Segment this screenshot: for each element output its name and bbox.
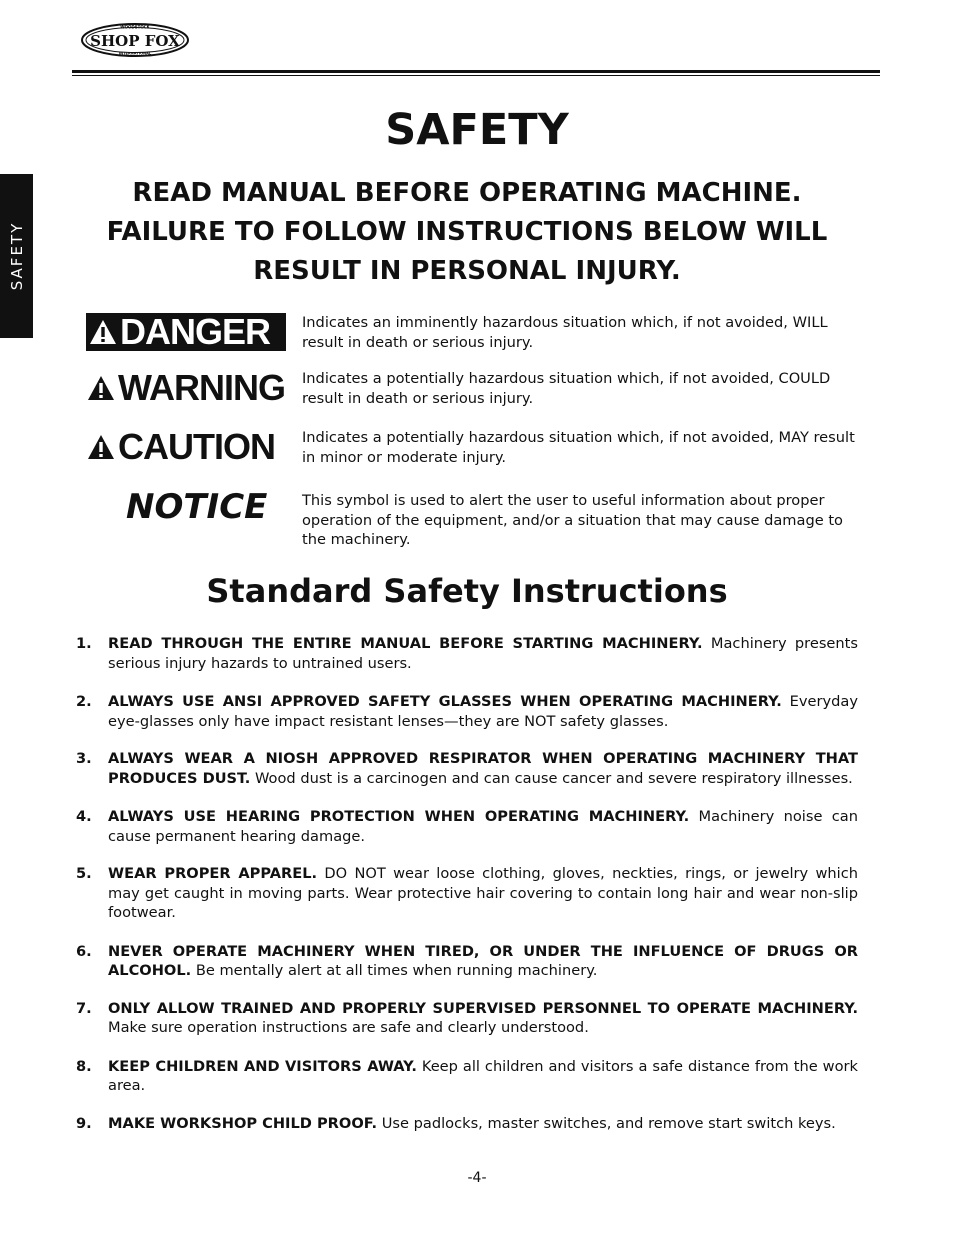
logo-oval-icon [80,22,190,58]
shop-fox-logo [80,22,190,58]
logo-arc-top: WOODSTOCK [120,24,150,30]
item-body: Keep all children and visitors a safe distance from the work area. [108,1057,858,1094]
list-item [76,1057,858,1096]
item-heading: ALWAYS WEAR A NIOSH APPROVED RESPIRATOR WHEN OPERATING MACHINERY THAT PRODUCES DUST. [108,750,858,787]
item-body: Machinery presents serious injury hazards to untrained users. [108,635,858,672]
list-item [76,692,858,731]
list-item [76,999,858,1038]
logo-text: SHOP FOX [90,32,180,50]
warning-label [86,369,288,407]
item-number: 3. [76,750,92,767]
list-item [76,807,858,846]
headline-line: READ MANUAL BEFORE OPERATING MACHINE. [132,178,802,208]
warning-description: Indicates a potentially hazardous situation which, if not avoided, COULD result in death or serious injury. [302,370,831,407]
item-number: 6. [76,942,92,960]
item-body: Make sure operation instructions are safe and clearly understood. [108,1019,589,1036]
page-number: -4- [467,1170,487,1186]
item-body: Use padlocks, master switches, and remove start switch keys. [377,1114,836,1132]
caution-word: CAUTION [118,426,275,467]
list-item [76,942,858,981]
header-divider-thin [72,75,880,76]
warning-triangle-icon [86,374,116,402]
item-body: Machinery noise can cause permanent hearing damage. [108,808,858,845]
warning-triangle-icon [86,433,116,461]
list-item [76,1114,858,1134]
headline-line: FAILURE TO FOLLOW INSTRUCTIONS BELOW WILL [106,217,828,247]
item-heading: KEEP CHILDREN AND VISITORS AWAY. [108,1057,417,1075]
side-tab-label: SAFETY [7,221,26,291]
danger-label [86,313,286,351]
headline-line: RESULT IN PERSONAL INJURY. [253,256,681,286]
logo-arc-bottom: INTERNATIONAL [118,51,152,56]
item-heading: NEVER OPERATE MACHINERY WHEN TIRED, OR UNDER THE INFLUENCE OF DRUGS OR ALCOHOL. [108,942,858,979]
item-number: 8. [76,1057,92,1075]
notice-description: This symbol is used to alert the user to useful information about proper operation of the equipment, and/or a situation that may cause damage to the machinery. [302,492,843,548]
caution-label [86,428,288,466]
item-number: 5. [76,865,92,882]
item-body: Everyday eye-glasses only have impact resistant lenses—they are NOT safety glasses. [108,693,858,730]
item-number: 1. [76,635,92,652]
page-title: SAFETY [385,105,569,155]
item-number: 7. [76,999,92,1017]
list-item [76,864,858,923]
item-heading: ALWAYS USE ANSI APPROVED SAFETY GLASSES WHEN OPERATING MACHINERY. [108,693,782,710]
item-number: 4. [76,808,92,825]
item-body: Wood dust is a carcinogen and can cause cancer and severe respiratory illnesses. [250,769,853,787]
item-body: DO NOT wear loose clothing, gloves, neckties, rings, or jewelry which may get caught in moving parts. Wear protective hair covering to contain long hair and wear non-slip footwear. [108,865,858,921]
section-side-tab [0,174,33,338]
item-heading: ONLY ALLOW TRAINED AND PROPERLY SUPERVISED PERSONNEL TO OPERATE MACHINERY. [108,999,858,1017]
header-divider [72,70,880,73]
list-item [76,634,858,673]
warning-word: WARNING [118,367,285,408]
danger-word: DANGER [120,311,271,352]
item-heading: WEAR PROPER APPAREL. [108,865,318,882]
safety-instruction-list [76,634,858,1133]
item-heading: ALWAYS USE HEARING PROTECTION WHEN OPERATING MACHINERY. [108,808,690,825]
warning-triangle-icon [88,318,118,346]
danger-description: Indicates an imminently hazardous situation which, if not avoided, WILL result in death or serious injury. [302,314,828,351]
item-number: 9. [76,1114,92,1132]
read-manual-headline [80,174,854,291]
item-body: Be mentally alert at all times when running machinery. [191,962,598,979]
item-number: 2. [76,693,92,710]
section-title: Standard Safety Instructions [206,572,728,610]
caution-description: Indicates a potentially hazardous situation which, if not avoided, MAY result in minor or moderate injury. [302,429,855,466]
notice-word: NOTICE [126,487,268,527]
item-heading: READ THROUGH THE ENTIRE MANUAL BEFORE STARTING MACHINERY. [108,635,703,652]
list-item [76,749,858,788]
item-heading: MAKE WORKSHOP CHILD PROOF. [108,1114,378,1132]
